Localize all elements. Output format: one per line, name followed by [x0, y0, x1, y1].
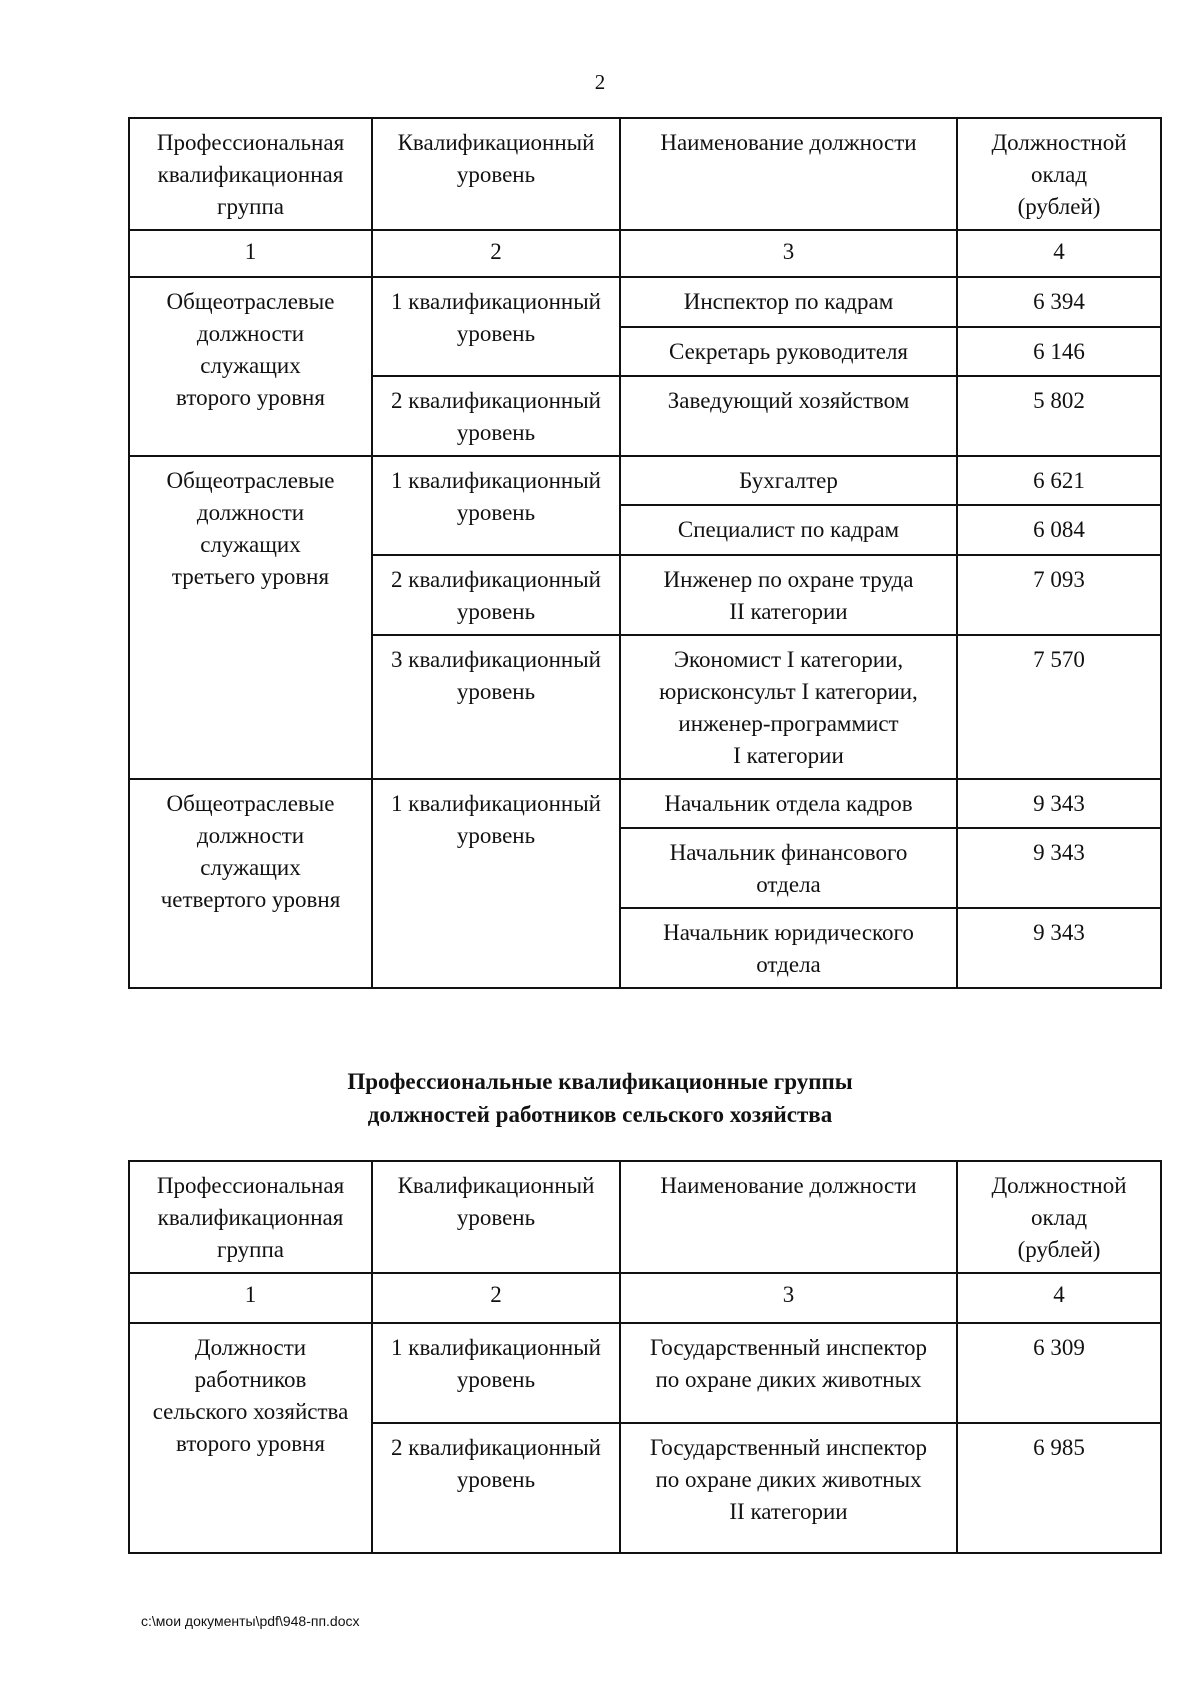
column-number-cell: 4	[957, 230, 1161, 277]
cell-line: второго уровня	[176, 385, 325, 410]
cell-line: Инженер по охране труда	[663, 567, 914, 592]
cell-line: работников	[194, 1367, 307, 1392]
cell-line: Квалификационный	[397, 1173, 595, 1198]
cell-line: Наименование должности	[660, 1173, 917, 1198]
position-title-cell	[620, 635, 957, 779]
cell-line: Квалификационный	[397, 130, 595, 155]
footer-file-path: c:\мои документы\pdf\948-пп.docx	[141, 1613, 360, 1629]
table-row	[129, 277, 1161, 327]
cell-line: (рублей)	[1017, 1237, 1101, 1262]
salary-cell: 6 985	[957, 1423, 1161, 1553]
header-level-cell	[372, 118, 620, 230]
salary-table-agriculture	[128, 1160, 1162, 1554]
cell-line: Наименование должности	[660, 130, 917, 155]
position-title-cell	[620, 456, 957, 505]
cell-line: Государственный инспектор	[650, 1335, 927, 1360]
cell-line: должности	[196, 823, 305, 848]
cell-line: уровень	[456, 420, 536, 445]
cell-line: Инспектор по кадрам	[683, 289, 894, 314]
cell-line: группа	[217, 1237, 284, 1262]
cell-line: Профессиональная	[156, 130, 345, 155]
position-title-cell	[620, 555, 957, 635]
header-salary-cell	[957, 118, 1161, 230]
cell-line: служащих	[200, 353, 301, 378]
cell-line: юрисконсульт I категории,	[659, 679, 918, 704]
cell-line: инженер-программист	[678, 711, 899, 736]
level-cell	[372, 1423, 620, 1553]
cell-line: сельского хозяйства	[152, 1399, 349, 1424]
header-position-cell	[620, 1161, 957, 1273]
level-cell	[372, 555, 620, 635]
cell-line: 1 квалификационный	[391, 1335, 601, 1360]
cell-line: группа	[217, 194, 284, 219]
cell-line: Общеотраслевые	[166, 468, 335, 493]
salary-cell: 7 570	[957, 635, 1161, 779]
cell-line: уровень	[456, 500, 536, 525]
cell-line: Должности	[194, 1335, 307, 1360]
table-row	[129, 1323, 1161, 1423]
cell-line: уровень	[456, 599, 536, 624]
level-cell	[372, 277, 620, 376]
cell-line: уровень	[456, 1205, 536, 1230]
salary-cell: 6 146	[957, 327, 1161, 376]
salary-cell: 9 343	[957, 908, 1161, 988]
salary-cell: 9 343	[957, 828, 1161, 908]
cell-line: отдела	[756, 872, 821, 897]
column-number-cell: 2	[372, 1273, 620, 1323]
cell-line: 1 квалификационный	[391, 468, 601, 493]
header-group-cell	[129, 1161, 372, 1273]
cell-line: по охране диких животных	[655, 1367, 922, 1392]
cell-line: служащих	[200, 855, 301, 880]
cell-line: Экономист I категории,	[673, 647, 904, 672]
salary-cell: 6 084	[957, 505, 1161, 555]
cell-line: (рублей)	[1017, 194, 1101, 219]
header-level-cell	[372, 1161, 620, 1273]
cell-line: по охране диких животных	[655, 1467, 922, 1492]
level-cell	[372, 635, 620, 779]
level-cell	[372, 1323, 620, 1423]
cell-line: уровень	[456, 823, 536, 848]
cell-line: оклад	[1030, 1205, 1088, 1230]
cell-line: Заведующий хозяйством	[667, 388, 910, 413]
cell-line: уровень	[456, 679, 536, 704]
level-cell	[372, 376, 620, 456]
column-number-row	[129, 1273, 1161, 1323]
cell-line: Должностной	[991, 130, 1127, 155]
column-number-row	[129, 230, 1161, 277]
group-name-cell	[129, 779, 372, 988]
cell-line: служащих	[200, 532, 301, 557]
salary-table-body	[129, 118, 1161, 988]
column-number-cell: 4	[957, 1273, 1161, 1323]
cell-line: уровень	[456, 1367, 536, 1392]
position-title-cell	[620, 1323, 957, 1423]
header-position-cell	[620, 118, 957, 230]
salary-cell: 6 394	[957, 277, 1161, 327]
salary-table-general	[128, 117, 1162, 989]
salary-cell: 6 621	[957, 456, 1161, 505]
column-number-cell: 1	[129, 230, 372, 277]
position-title-cell	[620, 1423, 957, 1553]
position-title-cell	[620, 277, 957, 327]
header-row	[129, 118, 1161, 230]
page-number: 2	[594, 70, 606, 94]
cell-line: 1 квалификационный	[391, 791, 601, 816]
cell-line: Начальник отдела кадров	[664, 791, 913, 816]
salary-cell: 7 093	[957, 555, 1161, 635]
position-title-cell	[620, 376, 957, 456]
column-number-cell: 3	[620, 1273, 957, 1323]
cell-line: Профессиональная	[156, 1173, 345, 1198]
cell-line: уровень	[456, 1467, 536, 1492]
header-group-cell	[129, 118, 372, 230]
cell-line: должности	[196, 500, 305, 525]
position-title-cell	[620, 908, 957, 988]
column-number-cell: 3	[620, 230, 957, 277]
cell-line: Должностной	[991, 1173, 1127, 1198]
cell-line: квалификационная	[157, 1205, 344, 1230]
cell-line: третьего уровня	[171, 564, 330, 589]
cell-line: отдела	[756, 952, 821, 977]
cell-line: II категории	[729, 1499, 848, 1524]
position-title-cell	[620, 327, 957, 376]
salary-cell: 9 343	[957, 779, 1161, 828]
cell-line: Государственный инспектор	[650, 1435, 927, 1460]
cell-line: 2 квалификационный	[391, 567, 601, 592]
cell-line: должности	[196, 321, 305, 346]
cell-line: Начальник финансового	[669, 840, 908, 865]
cell-line: 2 квалификационный	[391, 388, 601, 413]
header-salary-cell	[957, 1161, 1161, 1273]
column-number-cell: 2	[372, 230, 620, 277]
cell-line: Начальник юридического	[663, 920, 914, 945]
table-row	[129, 456, 1161, 505]
header-row	[129, 1161, 1161, 1273]
section-heading-line: должностей работников сельского хозяйства	[367, 1102, 833, 1127]
cell-line: 3 квалификационный	[391, 647, 601, 672]
group-name-cell	[129, 456, 372, 779]
cell-line: уровень	[456, 162, 536, 187]
cell-line: оклад	[1030, 162, 1088, 187]
salary-cell: 5 802	[957, 376, 1161, 456]
cell-line: уровень	[456, 321, 536, 346]
section-heading	[0, 1065, 1200, 1131]
cell-line: Общеотраслевые	[166, 289, 335, 314]
cell-line: Специалист по кадрам	[677, 517, 900, 542]
position-title-cell	[620, 505, 957, 555]
cell-line: квалификационная	[157, 162, 344, 187]
cell-line: 2 квалификационный	[391, 1435, 601, 1460]
cell-line: второго уровня	[176, 1431, 325, 1456]
cell-line: Секретарь руководителя	[668, 339, 909, 364]
position-title-cell	[620, 828, 957, 908]
salary-cell: 6 309	[957, 1323, 1161, 1423]
cell-line: II категории	[729, 599, 848, 624]
cell-line: 1 квалификационный	[391, 289, 601, 314]
level-cell	[372, 779, 620, 988]
section-heading-line: Профессиональные квалификационные группы	[347, 1069, 853, 1094]
level-cell	[372, 456, 620, 555]
group-name-cell	[129, 277, 372, 456]
table-row	[129, 779, 1161, 828]
cell-line: четвертого уровня	[160, 887, 341, 912]
column-number-cell: 1	[129, 1273, 372, 1323]
salary-table-body	[129, 1161, 1161, 1553]
cell-line: Бухгалтер	[739, 468, 838, 493]
cell-line: Общеотраслевые	[166, 791, 335, 816]
position-title-cell	[620, 779, 957, 828]
group-name-cell	[129, 1323, 372, 1553]
cell-line: I категории	[733, 743, 844, 768]
